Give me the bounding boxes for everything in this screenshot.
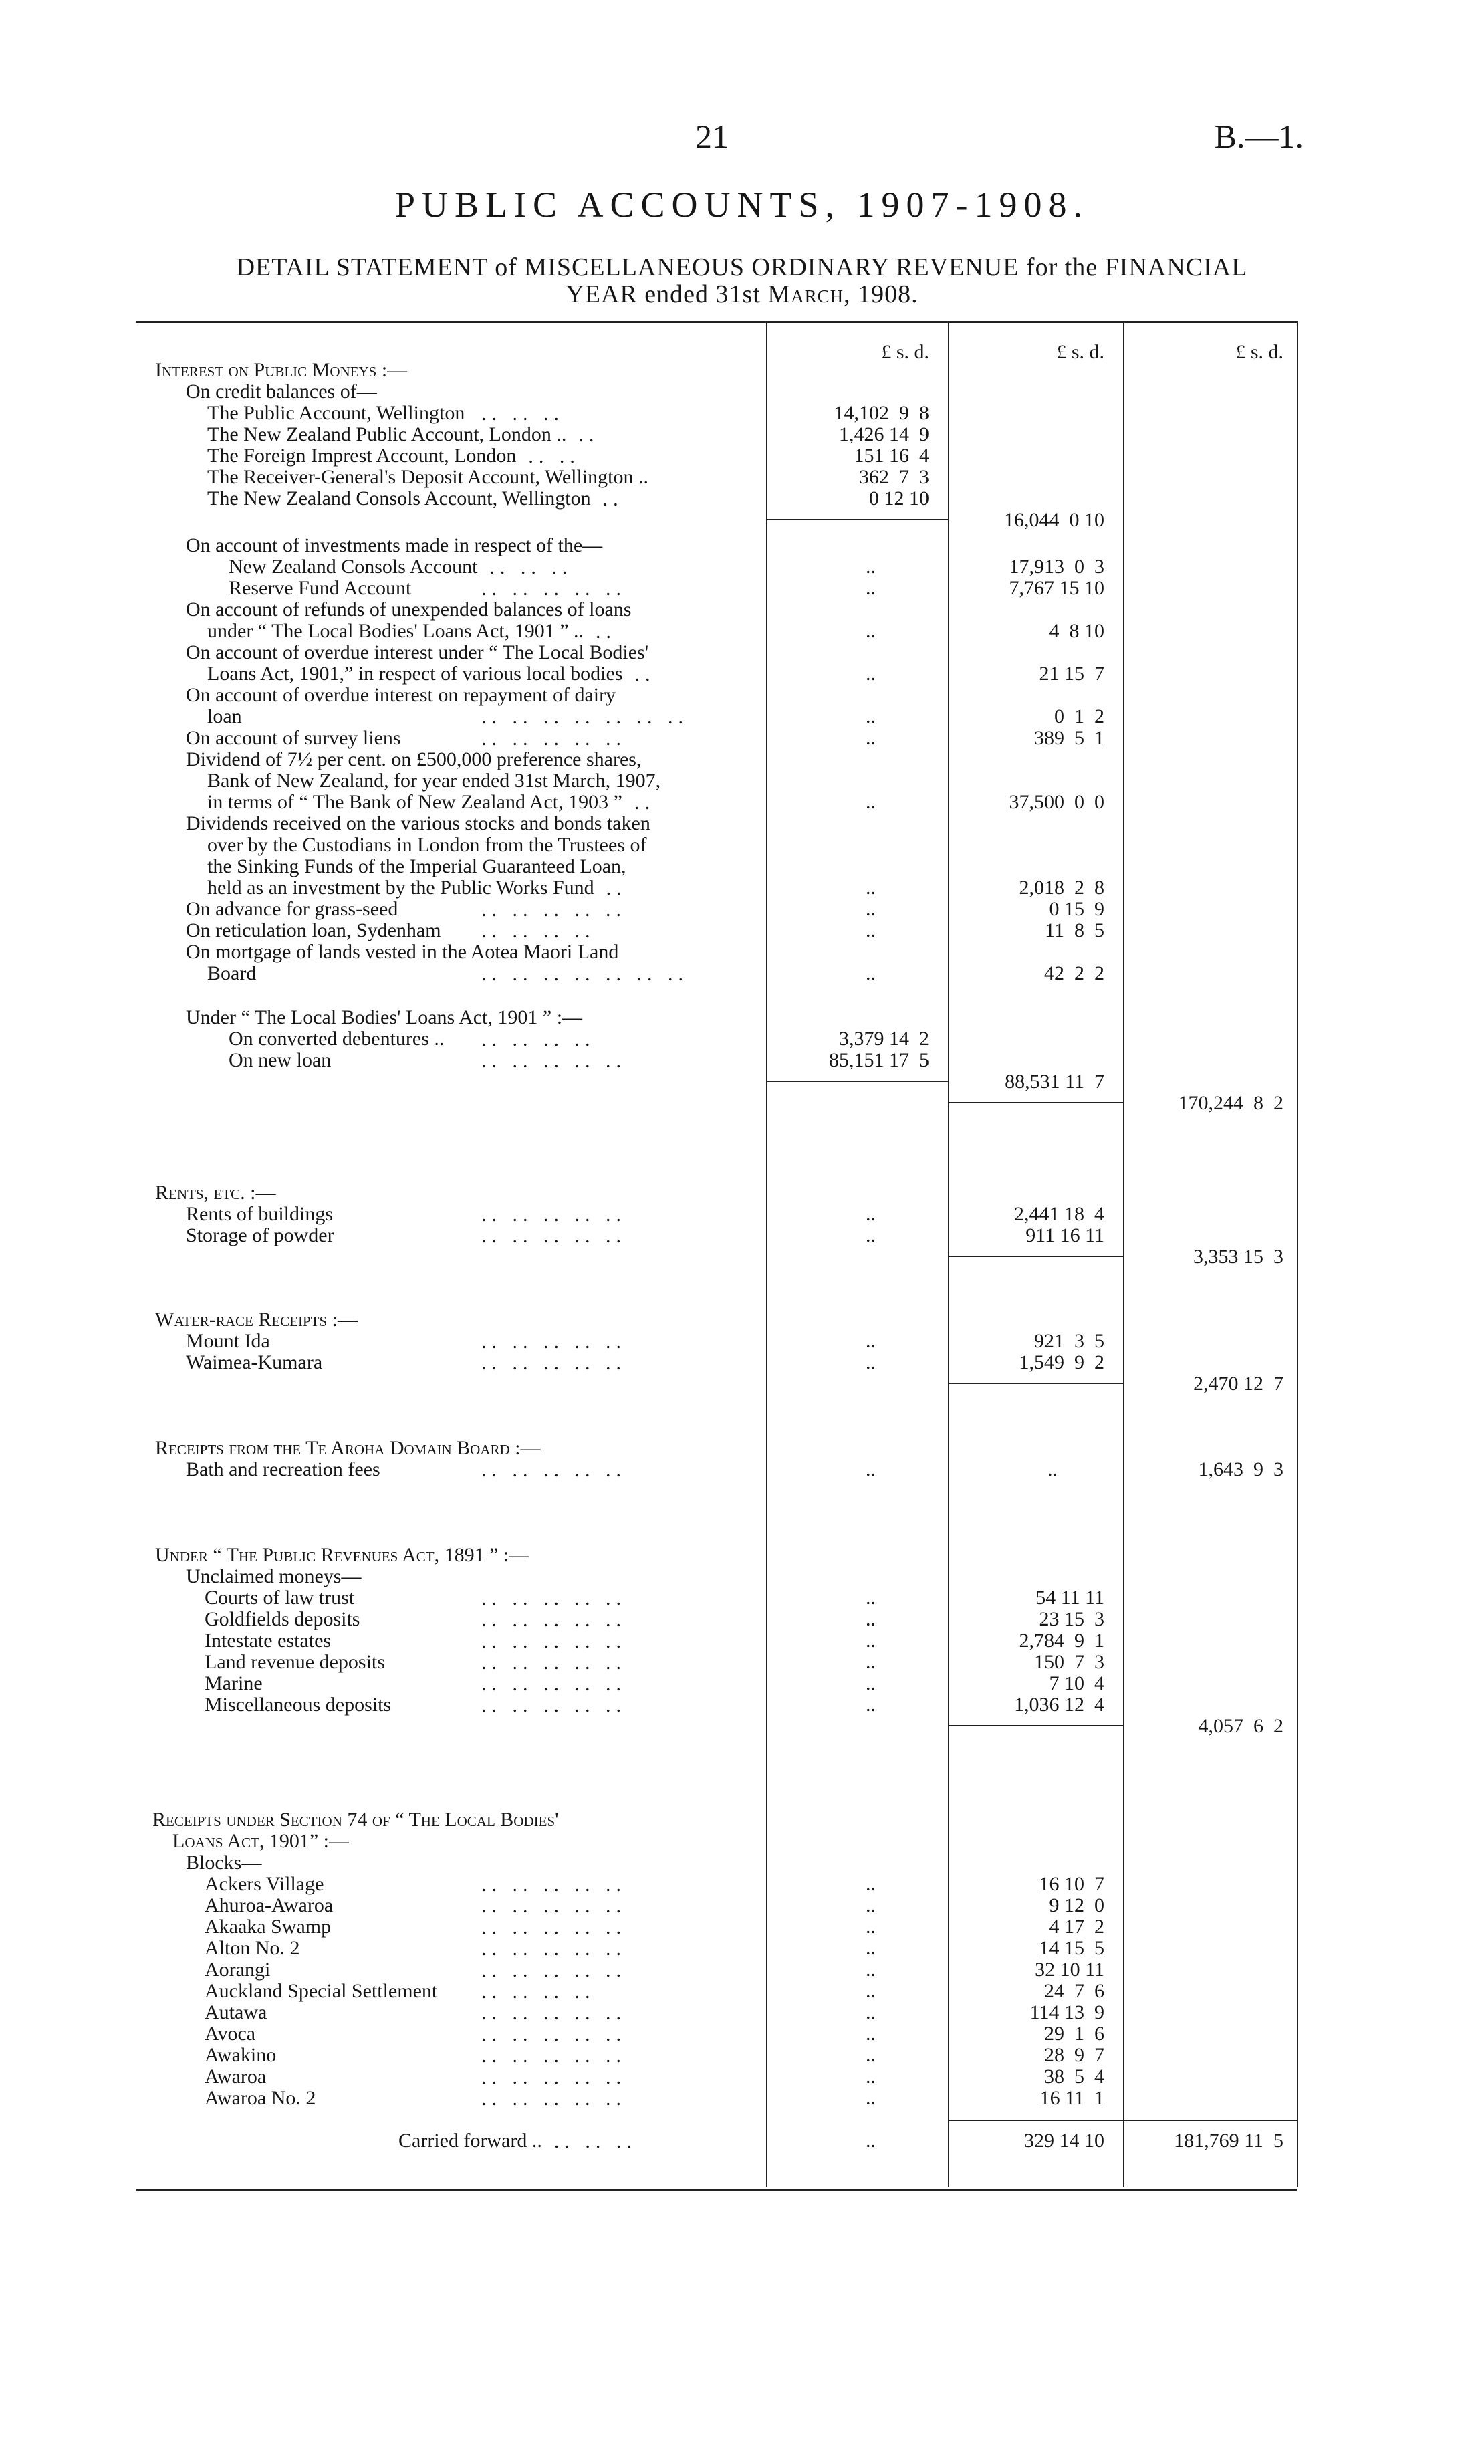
statement-title-line-1: DETAIL STATEMENT of MISCELLANEOUS ORDINARY REVENUE for the FINANCIAL	[236, 253, 1248, 282]
amount-c2: 21 15 7	[1039, 663, 1104, 685]
leader-dots: .. .. .. .. ..	[481, 1673, 626, 1695]
amount-c2: 2,784 9 1	[1019, 1630, 1104, 1652]
nil-dots-m1: ..	[866, 1630, 876, 1652]
leader-dots: .. .. .. .. ..	[481, 2045, 626, 2067]
line-item-label: On credit balances of—	[186, 380, 377, 403]
line-item-label: On account of survey liens	[186, 727, 401, 749]
line-item-label: Goldfields deposits	[205, 1608, 360, 1630]
line-item-label: On account of overdue interest on repayment of dairy	[186, 684, 616, 706]
amount-c2: 2,018 2 8	[1019, 877, 1104, 899]
leader-dots: .. .. .. .. ..	[481, 2002, 626, 2024]
amount-c2: 4 8 10	[1049, 620, 1104, 642]
statement-title-year: YEAR ended 31st	[566, 280, 768, 308]
leader-dots: .. .. .. .. ..	[481, 1895, 626, 1917]
statement-title-line-2	[0, 279, 1484, 309]
subtotal-rule	[948, 1725, 1123, 1726]
line-item-label: On account of investments made in respect of the—	[186, 534, 603, 556]
nil-dots-m1: ..	[866, 663, 876, 685]
amount-c2: 7 10 4	[1049, 1672, 1104, 1694]
line-item-label: Awaroa	[205, 2065, 267, 2088]
leader-dots: ..	[596, 621, 617, 643]
nil-dots-m1: ..	[866, 1587, 876, 1609]
line-item-label: Akaaka Swamp	[205, 1916, 332, 1938]
line-item-label: Bank of New Zealand, for year ended 31st March, 1907,	[207, 770, 661, 792]
line-item-label: On reticulation loan, Sydenham	[186, 919, 441, 941]
leader-dots: .. .. .. .. ..	[481, 2088, 626, 2110]
nil-dots-m1: ..	[866, 1980, 876, 2002]
leader-dots: .. .. .. .. .. .. ..	[481, 706, 689, 728]
section-heading: Interest on Public Moneys :—	[155, 359, 408, 381]
leader-dots: ..	[578, 424, 600, 446]
nil-dots-m1: ..	[866, 1894, 876, 1916]
leader-dots: ..	[634, 663, 656, 685]
line-item-label: The Receiver-General's Deposit Account, Wellington ..	[207, 466, 648, 488]
amount-c2: 0 15 9	[1049, 898, 1104, 920]
line-item-label: Storage of powder	[186, 1224, 334, 1246]
leader-dots: .. .. .. ..	[481, 920, 596, 942]
line-item-label: On advance for grass-seed	[186, 898, 398, 920]
page-number: 21	[695, 118, 729, 155]
leader-dots: .. .. .. .. ..	[481, 1352, 626, 1374]
subtotal-rule	[766, 519, 948, 520]
line-item-label: Autawa	[205, 2001, 267, 2023]
column-header-1: £ s. d.	[881, 341, 929, 363]
line-item-label: Marine	[205, 1672, 263, 1694]
nil-dots-m1: ..	[866, 898, 876, 920]
leader-dots: .. .. .. .. ..	[481, 1204, 626, 1226]
line-item-label: On mortgage of lands vested in the Aotea Maori Land	[186, 941, 619, 963]
line-item-label: loan	[207, 705, 242, 727]
amount-c2: 7,767 15 10	[1009, 577, 1104, 599]
line-item-label: the Sinking Funds of the Imperial Guaranteed Loan,	[207, 855, 626, 877]
line-item-label: under “ The Local Bodies' Loans Act, 1901 ” ..	[207, 620, 584, 642]
amount-c2: 32 10 11	[1035, 1958, 1104, 1981]
amount-c2: 1,036 12 4	[1014, 1694, 1104, 1716]
line-item-label: in terms of “ The Bank of New Zealand Act, 1903 ”	[207, 791, 622, 813]
amount-c1: 0 12 10	[869, 487, 929, 510]
line-item-label: Mount Ida	[186, 1330, 270, 1352]
nil-dots-m1: ..	[866, 2023, 876, 2045]
line-item-label: On converted debentures ..	[229, 1028, 445, 1050]
amount-c2: 1,549 9 2	[1019, 1351, 1104, 1373]
amount-c2: 24 7 6	[1044, 1980, 1104, 2002]
line-item-label: On account of refunds of unexpended balances of loans	[186, 598, 632, 621]
line-item-label: Courts of law trust	[205, 1587, 355, 1609]
subtotal-rule	[948, 2120, 1123, 2121]
leader-dots: .. ..	[528, 445, 580, 467]
leader-dots: .. .. ..	[481, 403, 564, 425]
leader-dots: .. .. .. ..	[481, 1981, 596, 2003]
leader-dots: .. .. .. .. ..	[481, 1225, 626, 1247]
leader-dots: .. .. .. .. ..	[481, 899, 626, 921]
subtotal-rule	[948, 1383, 1123, 1384]
leader-dots: .. .. .. ..	[481, 1028, 596, 1050]
nil-dots-m1: ..	[866, 1672, 876, 1694]
nil-dots-m1: ..	[866, 1351, 876, 1373]
amount-c2: 37,500 0 0	[1009, 791, 1104, 813]
leader-dots: .. .. .. .. ..	[481, 578, 626, 600]
line-item-label: The New Zealand Consols Account, Wellington	[207, 487, 591, 510]
amount-c2: 16,044 0 10	[1004, 509, 1104, 531]
leader-dots: .. .. .. .. .. .. ..	[481, 963, 689, 985]
amount-c2: 389 5 1	[1034, 727, 1104, 749]
line-item-label: Ackers Village	[205, 1873, 324, 1895]
leader-dots: .. .. .. .. ..	[481, 1331, 626, 1353]
line-item-label: The Public Account, Wellington	[207, 402, 465, 424]
leader-dots: .. .. .. .. ..	[481, 1630, 626, 1652]
amount-c1: 85,151 17 5	[829, 1049, 929, 1071]
leader-dots: ..	[602, 488, 624, 510]
section-heading: Receipts under Section 74 of “ The Local Bodies'	[152, 1809, 559, 1831]
line-item-label: Bath and recreation fees	[186, 1458, 380, 1480]
amount-c2: 911 16 11	[1025, 1224, 1104, 1246]
leader-dots: .. .. .. .. ..	[481, 2023, 626, 2045]
section-heading: Rents, etc. :—	[155, 1182, 276, 1204]
line-item-label: The New Zealand Public Account, London ..	[207, 423, 567, 445]
leader-dots: .. .. .. .. ..	[481, 1609, 626, 1631]
leader-dots: .. .. .. .. ..	[481, 1694, 626, 1716]
nil-dots-m1: ..	[866, 2065, 876, 2088]
line-item-label: over by the Custodians in London from the Trustees of	[207, 834, 647, 856]
line-item-label: Ahuroa-Awaroa	[205, 1894, 334, 1916]
amount-c3: 4,057 6 2	[1198, 1715, 1283, 1737]
column-divider-4	[1297, 321, 1298, 2187]
nil-dots-m1: ..	[866, 1224, 876, 1246]
section-heading: Loans Act, 1901” :—	[172, 1830, 349, 1852]
column-header-2: £ s. d.	[1056, 341, 1104, 363]
line-item-label: New Zealand Consols Account	[229, 556, 478, 578]
line-item-label: Intestate estates	[205, 1630, 332, 1652]
amount-c2: 329 14 10	[1024, 2130, 1104, 2152]
amount-c2: 921 3 5	[1034, 1330, 1104, 1352]
amount-c1: 362 7 3	[859, 466, 929, 488]
amount-c1: 1,426 14 9	[839, 423, 929, 445]
nil-dots-m1: ..	[866, 2087, 876, 2109]
nil-dots-m1: ..	[866, 2001, 876, 2023]
nil-dots-m1: ..	[866, 1937, 876, 1959]
amount-c2: 0 1 2	[1054, 705, 1104, 727]
section-heading: Water-race Receipts :—	[155, 1309, 358, 1331]
leader-dots: .. .. .. .. ..	[481, 1938, 626, 1960]
line-item-label: Carried forward ..	[398, 2130, 542, 2152]
line-item-label: Under “ The Local Bodies' Loans Act, 1901 ” :—	[186, 1006, 583, 1028]
line-item-label: Alton No. 2	[205, 1937, 300, 1959]
line-item-label: Miscellaneous deposits	[205, 1694, 392, 1716]
leader-dots: .. .. ..	[489, 556, 573, 578]
amount-c2: 4 17 2	[1049, 1916, 1104, 1938]
nil-dots-m1: ..	[866, 1651, 876, 1673]
subtotal-rule	[948, 1256, 1123, 1257]
section-heading: Under “ The Public Revenues Act, 1891 ” :—	[155, 1544, 529, 1566]
line-item-label: Awakino	[205, 2044, 277, 2066]
column-divider-1	[766, 321, 767, 2187]
column-divider-2	[948, 321, 949, 2187]
line-item-label: Dividends received on the various stocks and bonds taken	[186, 812, 650, 834]
amount-c3: 3,353 15 3	[1193, 1246, 1283, 1268]
subtotal-rule	[766, 1081, 948, 1082]
amount-c2: 114 13 9	[1029, 2001, 1104, 2023]
amount-c2: 54 11 11	[1035, 1587, 1104, 1609]
nil-dots-m1: ..	[866, 1916, 876, 1938]
line-item-label: The Foreign Imprest Account, London	[207, 445, 517, 467]
line-item-label: Blocks—	[186, 1852, 262, 1874]
statement-title-tail: , 1908.	[844, 280, 918, 308]
amount-c2: 14 15 5	[1039, 1937, 1104, 1959]
line-item-label: Avoca	[205, 2023, 256, 2045]
line-item-label: Board	[207, 962, 257, 984]
nil-dots-m1: ..	[866, 620, 876, 642]
nil-dots-m1: ..	[866, 1873, 876, 1895]
amount-c3: 2,470 12 7	[1193, 1373, 1283, 1395]
leader-dots: .. .. .. .. ..	[481, 2066, 626, 2088]
nil-dots-m1: ..	[866, 2130, 876, 2152]
amount-c1: 3,379 14 2	[839, 1028, 929, 1050]
leader-dots: .. .. .. .. ..	[481, 1587, 626, 1609]
document-reference: B.—1.	[1214, 118, 1304, 155]
amount-c2: 28 9 7	[1044, 2044, 1104, 2066]
amount-c1: 14,102 9 8	[834, 402, 929, 424]
nil-dots-m1: ..	[866, 1694, 876, 1716]
amount-c2: 150 7 3	[1034, 1651, 1104, 1673]
line-item-label: Awaroa No. 2	[205, 2087, 316, 2109]
line-item-label: Auckland Special Settlement	[205, 1980, 438, 2002]
line-item-label: Unclaimed moneys—	[186, 1565, 362, 1587]
amount-c2: 42 2 2	[1044, 962, 1104, 984]
amount-c2: 29 1 6	[1044, 2023, 1104, 2045]
nil-dots-m1: ..	[866, 705, 876, 727]
line-item-label: On new loan	[229, 1049, 332, 1071]
nil-dots-m1: ..	[866, 1458, 876, 1480]
leader-dots: .. .. .. .. ..	[481, 1050, 626, 1072]
subtotal-rule	[1123, 2120, 1297, 2121]
nil-dots-m1: ..	[866, 577, 876, 599]
line-item-label: Land revenue deposits	[205, 1651, 385, 1673]
nil-dots-m2: ..	[1047, 1458, 1058, 1480]
amount-c2: 2,441 18 4	[1014, 1203, 1104, 1225]
amount-c3: 170,244 8 2	[1178, 1092, 1283, 1114]
leader-dots: .. .. .. .. ..	[481, 1916, 626, 1938]
amount-c1: 151 16 4	[854, 445, 929, 467]
column-header-3: £ s. d.	[1235, 341, 1283, 363]
amount-c2: 9 12 0	[1049, 1894, 1104, 1916]
amount-c2: 16 10 7	[1039, 1873, 1104, 1895]
line-item-label: Aorangi	[205, 1958, 271, 1981]
leader-dots: .. .. ..	[553, 2130, 637, 2152]
line-item-label: held as an investment by the Public Works Fund	[207, 877, 594, 899]
line-item-label: On account of overdue interest under “ The Local Bodies'	[186, 641, 649, 663]
amount-c3: 181,769 11 5	[1174, 2130, 1283, 2152]
statement-title-month: March	[767, 280, 844, 308]
leader-dots: .. .. .. .. ..	[481, 1874, 626, 1896]
nil-dots-m1: ..	[866, 791, 876, 813]
nil-dots-m1: ..	[866, 1330, 876, 1352]
line-item-label: Reserve Fund Account	[229, 577, 412, 599]
nil-dots-m1: ..	[866, 727, 876, 749]
page-title: PUBLIC ACCOUNTS, 1907-1908.	[394, 185, 1090, 225]
line-item-label: Rents of buildings	[186, 1203, 334, 1225]
amount-c3: 1,643 9 3	[1198, 1458, 1283, 1480]
nil-dots-m1: ..	[866, 962, 876, 984]
leader-dots: .. .. .. .. ..	[481, 1959, 626, 1981]
line-item-label: Waimea-Kumara	[186, 1351, 323, 1373]
nil-dots-m1: ..	[866, 556, 876, 578]
nil-dots-m1: ..	[866, 2044, 876, 2066]
subtotal-rule	[948, 1102, 1123, 1103]
leader-dots: ..	[606, 877, 627, 899]
line-item-label: Loans Act, 1901,” in respect of various local bodies	[207, 663, 623, 685]
nil-dots-m1: ..	[866, 1203, 876, 1225]
section-heading: Receipts from the Te Aroha Domain Board :—	[155, 1437, 541, 1459]
leader-dots: .. .. .. .. ..	[481, 727, 626, 750]
nil-dots-m1: ..	[866, 1958, 876, 1981]
amount-c2: 11 8 5	[1045, 919, 1104, 941]
nil-dots-m1: ..	[866, 877, 876, 899]
leader-dots: .. .. .. .. ..	[481, 1652, 626, 1674]
amount-c2: 16 11 1	[1039, 2087, 1104, 2109]
nil-dots-m1: ..	[866, 919, 876, 941]
nil-dots-m1: ..	[866, 1608, 876, 1630]
amount-c2: 17,913 0 3	[1009, 556, 1104, 578]
leader-dots: ..	[634, 792, 655, 814]
line-item-label: Dividend of 7½ per cent. on £500,000 preference shares,	[186, 748, 642, 770]
amount-c2: 88,531 11 7	[1005, 1071, 1104, 1093]
leader-dots: .. .. .. .. ..	[481, 1459, 626, 1481]
amount-c2: 38 5 4	[1044, 2065, 1104, 2088]
column-divider-3	[1123, 321, 1124, 2187]
amount-c2: 23 15 3	[1039, 1608, 1104, 1630]
